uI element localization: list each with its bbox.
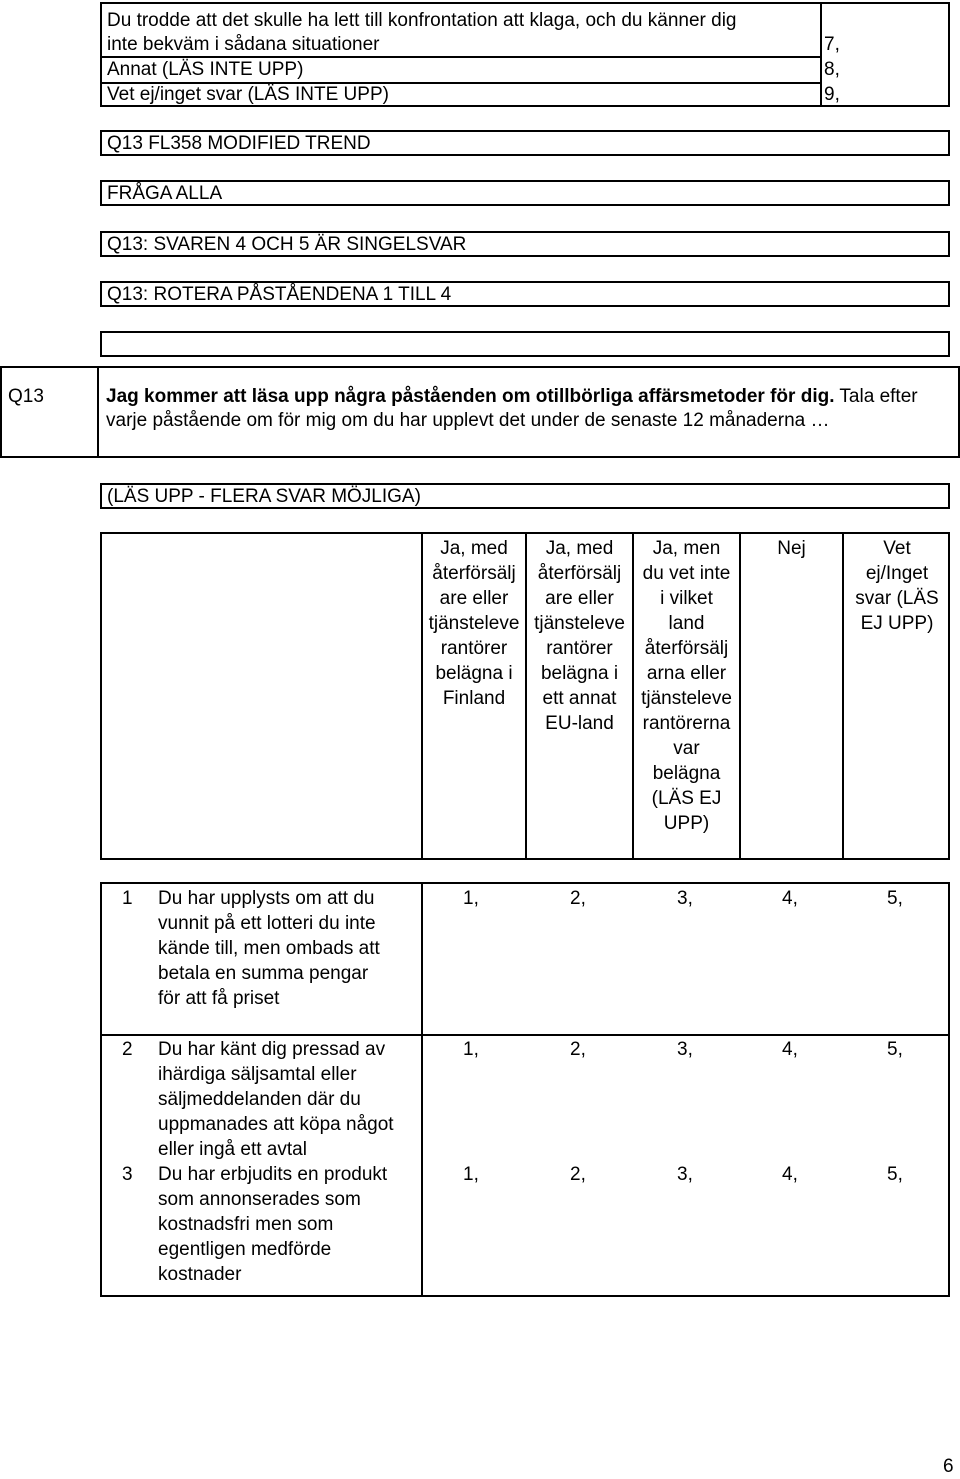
instruction-box: [100, 180, 950, 206]
instruction-box: [100, 130, 950, 156]
instruction-text: Q13: ROTERA PÅSTÅENDENA 1 TILL 4: [107, 284, 452, 305]
statement-line: egentligen medförde: [158, 1239, 332, 1260]
statement-line: betala en summa pengar: [158, 963, 369, 984]
header-line: Ja, men: [652, 538, 721, 559]
divider: [739, 534, 741, 858]
header-line: Finland: [442, 688, 506, 709]
option-8-label: Annat (LÄS INTE UPP): [107, 59, 304, 80]
answer-code[interactable]: 2,: [570, 1039, 586, 1060]
answer-code[interactable]: 4,: [782, 1039, 798, 1060]
answer-code[interactable]: 3,: [677, 1164, 693, 1185]
column-header-finland: [423, 536, 525, 711]
statement-line: som annonserades som: [158, 1189, 361, 1210]
header-line: du vet inte: [642, 563, 731, 584]
divider: [421, 1034, 423, 1295]
header-line: land: [668, 613, 705, 634]
header-line: are eller: [439, 588, 509, 609]
header-line: rantörer: [546, 638, 613, 659]
statement-text: [158, 886, 380, 1011]
answer-note-box: [100, 483, 950, 509]
statement-line: eller ingå ett avtal: [158, 1139, 307, 1160]
column-header-eu: [527, 536, 632, 736]
question-text-line2: varje påstående om för mig om du har upplevt det under de senaste 12 månaderna …: [106, 410, 830, 431]
instruction-box-empty: [100, 331, 950, 357]
instruction-text: Q13: SVAREN 4 OCH 5 ÄR SINGELSVAR: [107, 234, 467, 255]
previous-options-box: [100, 2, 950, 107]
option-8-code: 8,: [824, 59, 840, 80]
column-header-vet-ej: [844, 536, 950, 636]
option-7-code: 7,: [824, 34, 840, 55]
statement-line: kostnadsfri men som: [158, 1214, 334, 1235]
option-7-label-line1: Du trodde att det skulle ha lett till konfrontation att klaga, och du känner dig: [107, 10, 737, 31]
header-line: Nej: [777, 538, 806, 559]
question-text-bold: Jag kommer att läsa upp några påståenden om otillbörliga affärsmetoder för dig.: [106, 386, 835, 407]
question-text-rest: Tala efter: [834, 386, 918, 407]
statement-line: Du har upplysts om att du: [158, 888, 375, 909]
header-line: Ja, med: [545, 538, 614, 559]
header-line: tjänsteleve: [428, 613, 520, 634]
divider: [421, 884, 423, 1034]
header-line: EJ UPP): [860, 613, 934, 634]
column-header-nej: [741, 536, 842, 561]
header-line: belägna i: [435, 663, 513, 684]
instruction-text: Q13 FL358 MODIFIED TREND: [107, 133, 371, 154]
header-line: ett annat: [542, 688, 617, 709]
statement-line: kände till, men ombads att: [158, 938, 380, 959]
statement-line: uppmanades att köpa något: [158, 1114, 394, 1135]
header-line: belägna i: [540, 663, 619, 684]
header-line: återförsälj: [644, 638, 729, 659]
header-line: svar (LÄS: [855, 588, 939, 609]
statement-text: [158, 1162, 387, 1287]
question-box: [0, 366, 960, 458]
instruction-box: [100, 281, 950, 307]
statement-line: kostnader: [158, 1264, 242, 1285]
option-9-code: 9,: [824, 84, 840, 105]
header-line: återförsälj: [537, 563, 622, 584]
answer-code[interactable]: 4,: [782, 888, 798, 909]
header-line: EU-land: [545, 713, 614, 734]
header-line: arna eller: [646, 663, 727, 684]
statement-line: säljmeddelanden där du: [158, 1089, 361, 1110]
answer-code[interactable]: 5,: [887, 1039, 903, 1060]
header-line: i vilket: [660, 588, 713, 609]
divider: [102, 1034, 948, 1036]
header-line: UPP): [663, 813, 710, 834]
answer-header-table: [100, 532, 950, 860]
answer-code[interactable]: 3,: [677, 1039, 693, 1060]
header-line: belägna: [652, 763, 721, 784]
header-line: rantörerna: [642, 713, 731, 734]
question-id: Q13: [8, 386, 44, 407]
statement-text: [158, 1037, 394, 1162]
statement-line: för att få priset: [158, 988, 280, 1009]
statement-line: vunnit på ett lotteri du inte: [158, 913, 376, 934]
statement-number: 3: [122, 1164, 133, 1185]
header-line: återförsälj: [432, 563, 516, 584]
statement-line: Du har känt dig pressad av: [158, 1039, 386, 1060]
header-line: ej/Inget: [865, 563, 929, 584]
divider: [820, 4, 822, 105]
answer-code[interactable]: 5,: [887, 888, 903, 909]
answer-note: (LÄS UPP - FLERA SVAR MÖJLIGA): [107, 486, 421, 507]
answer-code[interactable]: 5,: [887, 1164, 903, 1185]
statement-number: 2: [122, 1039, 133, 1060]
header-line: Ja, med: [440, 538, 508, 559]
answer-code[interactable]: 1,: [463, 1039, 479, 1060]
header-line: tjänsteleve: [534, 613, 625, 634]
header-line: rantörer: [440, 638, 508, 659]
statement-line: Du har erbjudits en produkt: [158, 1164, 388, 1185]
header-line: tjänsteleve: [641, 688, 732, 709]
instruction-text: FRÅGA ALLA: [107, 183, 223, 204]
answer-code[interactable]: 3,: [677, 888, 693, 909]
answer-code[interactable]: 2,: [570, 888, 586, 909]
statement-line: ihärdiga säljsamtal eller: [158, 1064, 357, 1085]
answer-code[interactable]: 4,: [782, 1164, 798, 1185]
option-7-label-line2: inte bekväm i sådana situationer: [107, 34, 380, 55]
header-line: Vet: [883, 538, 911, 559]
instruction-box: [100, 231, 950, 257]
answer-code[interactable]: 1,: [463, 888, 479, 909]
header-line: are eller: [545, 588, 614, 609]
header-line: (LÄS EJ: [651, 788, 722, 809]
question-text-line1: [106, 385, 918, 409]
divider: [97, 368, 99, 456]
answer-code[interactable]: 1,: [463, 1164, 479, 1185]
answer-code[interactable]: 2,: [570, 1164, 586, 1185]
column-header-unknown-land: [634, 536, 739, 836]
page-number: 6: [943, 1456, 954, 1477]
option-9-label: Vet ej/inget svar (LÄS INTE UPP): [107, 84, 389, 105]
header-line: var: [673, 738, 700, 759]
statement-number: 1: [122, 888, 133, 909]
